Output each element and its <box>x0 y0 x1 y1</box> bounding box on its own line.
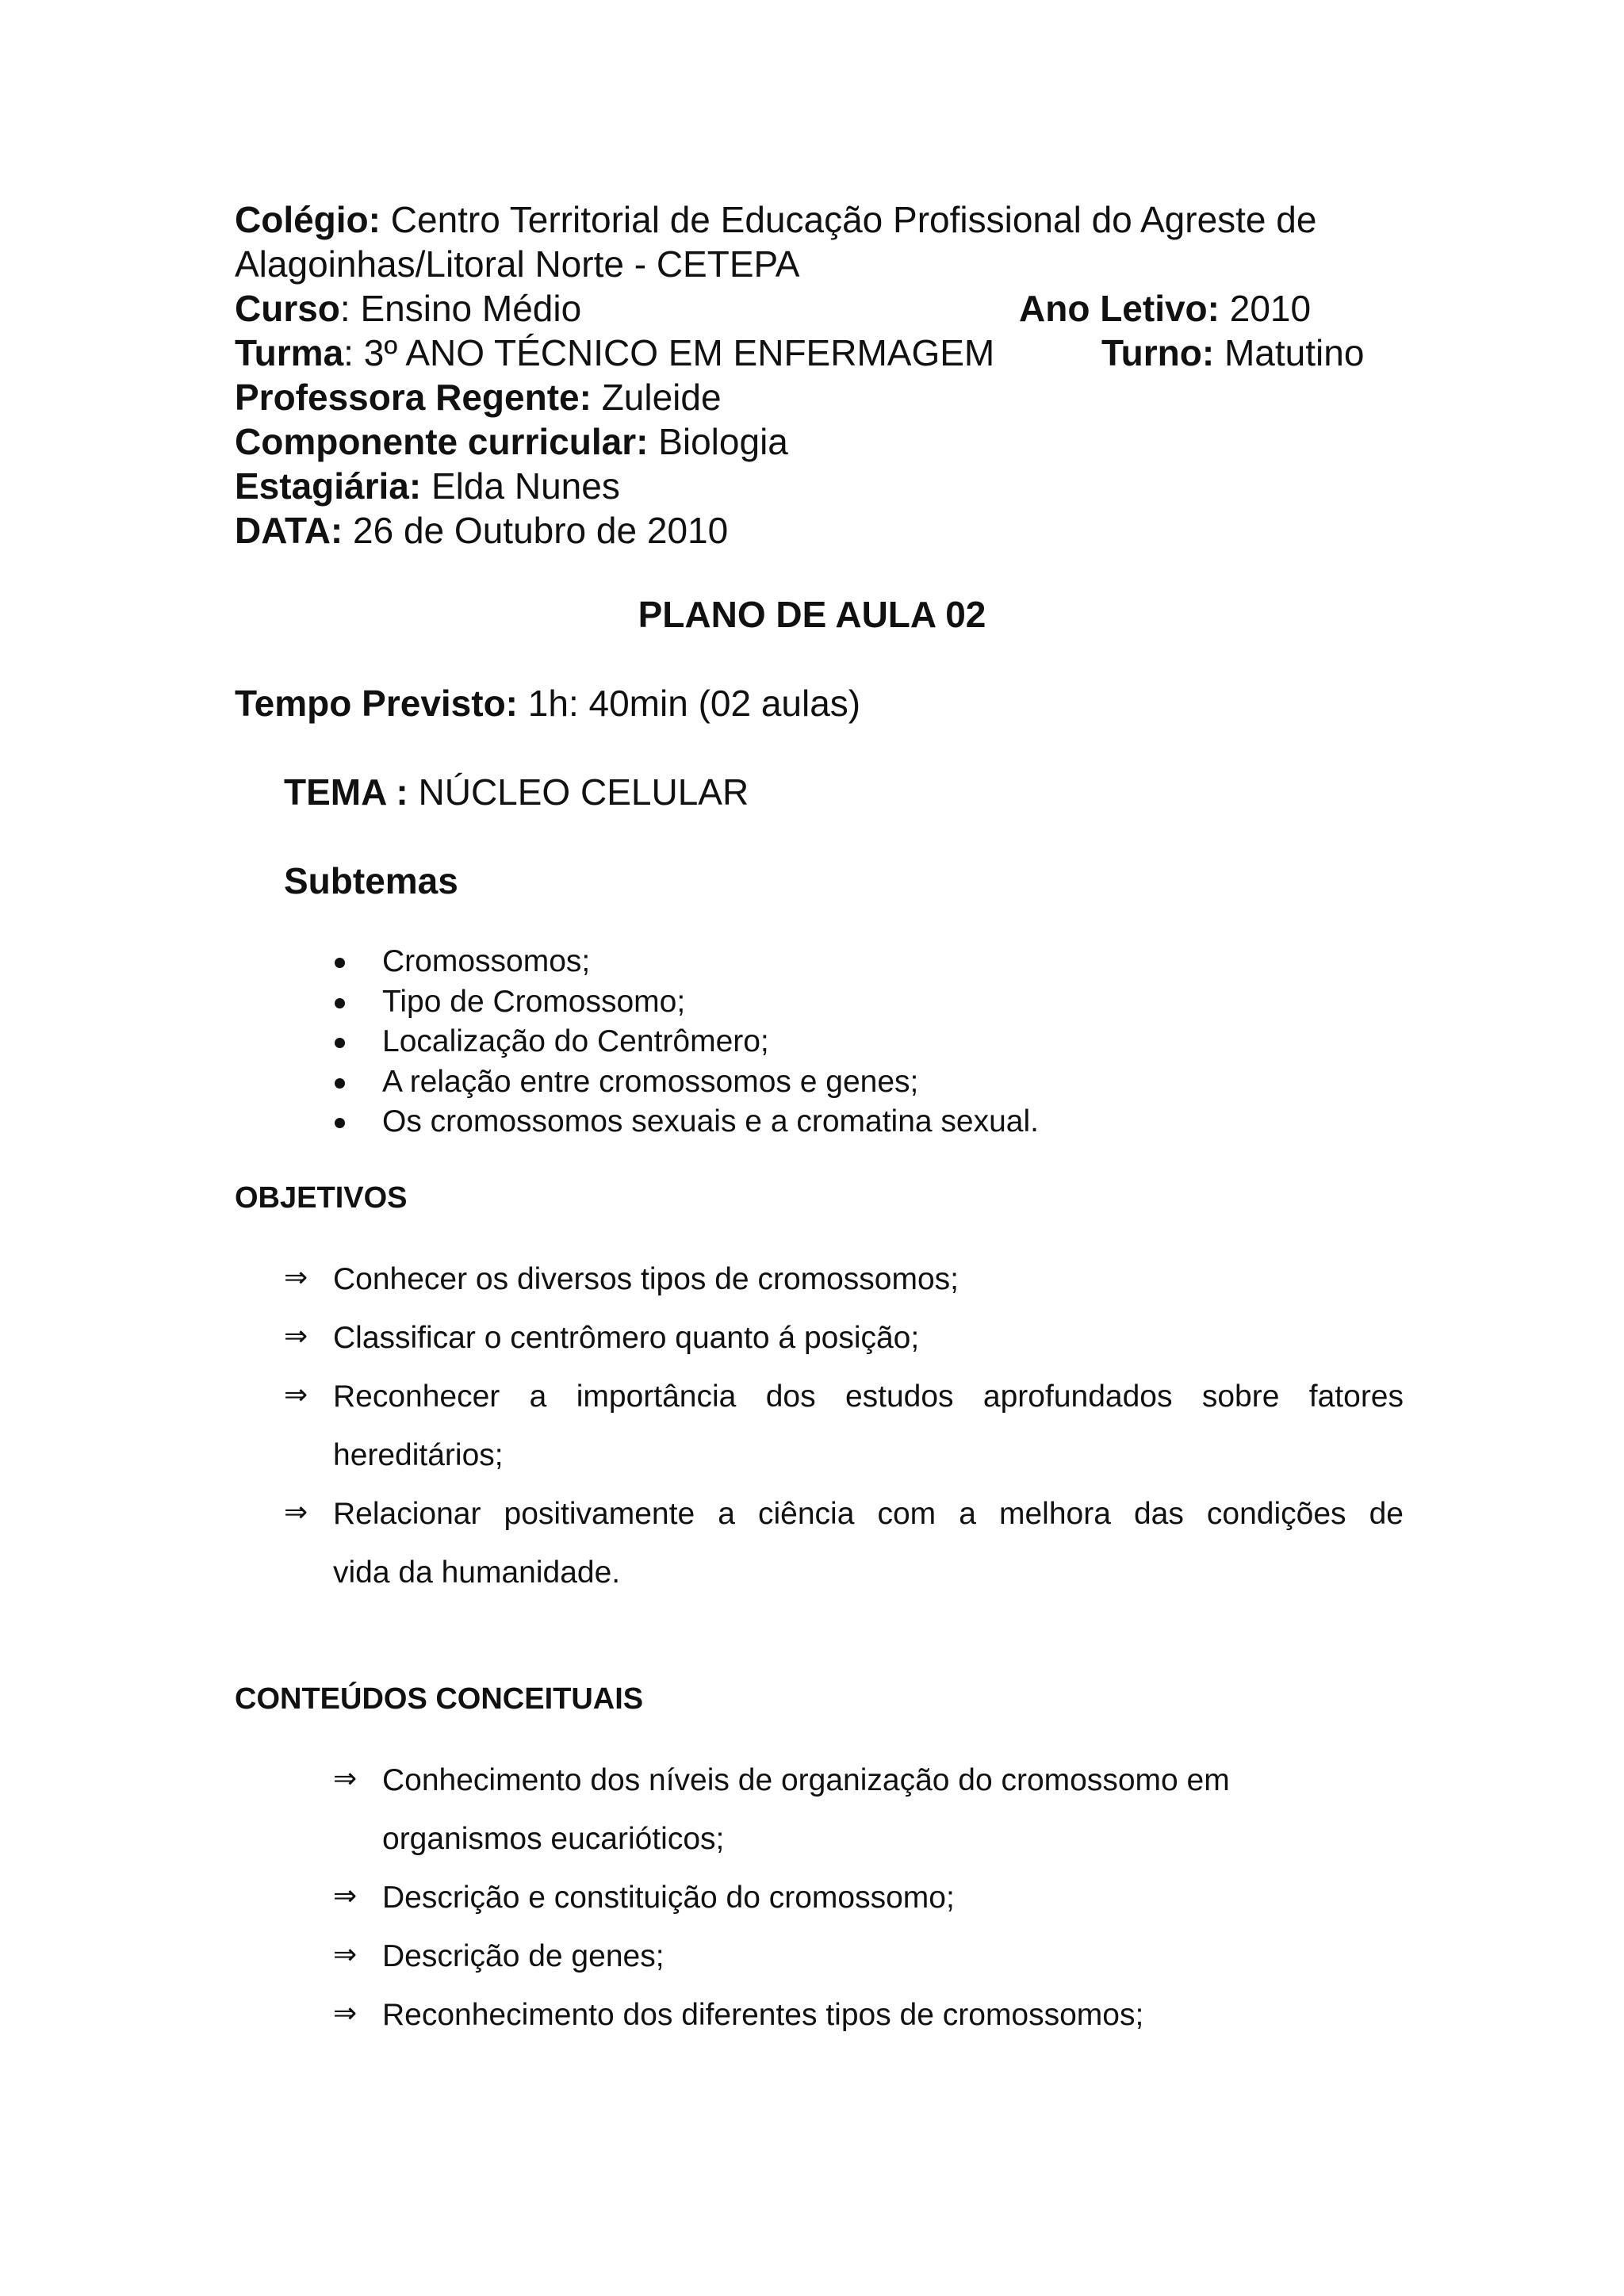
turma-label: Turma <box>235 332 344 373</box>
professora-line <box>235 377 722 418</box>
turno-value: Matutino <box>1214 332 1365 373</box>
estagiaria-label: Estagiária: <box>235 465 422 507</box>
implies-arrow-icon: ⇒ <box>333 1997 358 2030</box>
implies-arrow-icon: ⇒ <box>284 1379 308 1411</box>
data-label: DATA: <box>235 510 343 551</box>
bullet-icon <box>335 1038 345 1048</box>
bullet-icon <box>335 958 345 968</box>
list-item: Cromossomos; <box>331 942 1039 982</box>
subtemas-heading: Subtemas <box>284 860 458 901</box>
tema-label: TEMA : <box>284 771 408 813</box>
bullet-icon <box>335 998 345 1008</box>
professora-label: Professora Regente: <box>235 377 592 418</box>
estagiaria-value: Elda Nunes <box>421 465 620 507</box>
professora-value: Zuleide <box>591 377 722 418</box>
data-line <box>235 512 728 549</box>
tempo-label: Tempo Previsto: <box>235 683 518 724</box>
ano-letivo-label: Ano Letivo: <box>1019 288 1220 329</box>
bullet-icon <box>335 1078 345 1089</box>
tempo-value: 1h: 40min (02 aulas) <box>518 683 861 724</box>
colegio-label: Colégio: <box>235 199 381 240</box>
tema <box>284 771 749 813</box>
componente-label: Componente curricular: <box>235 421 649 462</box>
subtemas-list <box>331 942 1039 1142</box>
implies-arrow-icon: ⇒ <box>284 1320 308 1353</box>
estagiaria-line <box>235 465 620 507</box>
turma-line <box>235 332 995 373</box>
bullet-icon <box>335 1118 345 1128</box>
document-page: Colégio: Centro Territorial de Educação Profissional do Agreste de Alagoinhas/Litoral Norte - CETEPA Curso: Ensino Médio Ano Letivo: 2010 Turma: 3º ANO TÉCNICO EM ENFERMAGEM Turno: Matutino Professora Regente: Zuleide Componente curricular: Biologia Estagiária: Elda Nunes DATA: 26 de Outubro de 2010 PLANO DE AULA 02 Tempo Previsto: 1h: 40min (02 aulas) TEMA : NÚCLEO CELULAR Subtemas Cromossomos; Tipo de Cromossomo; Localização do Centrômero; A relação entre cromossomos e genes; Os cromossomos sexuais e a cromatina sexual. OBJETIVOS ⇒ Conhecer os diversos tipos de cromossomos; ⇒ Classificar o centrômero quanto á posição; ⇒ Reconhecer a importância dos estudos aprofundados sobre fatores hereditários; ⇒ Relacionar positivamente a ciência com a melhora das condições de vida da humanidade. CONTEÚDOS CONCEITUAIS ⇒ Conhecimento dos níveis de organização do cromossomo em organismos eucarióticos; ⇒ Descrição e constituição do cromossomo; ⇒ Descrição de genes; ⇒ Reconhecimento dos diferentes tipos de cromossomos; <box>0 0 1624 2296</box>
list-item: A relação entre cromossomos e genes; <box>331 1062 1039 1103</box>
colegio-line-2 <box>235 243 800 285</box>
implies-arrow-icon: ⇒ <box>284 1496 308 1529</box>
list-item: Tipo de Cromossomo; <box>331 982 1039 1023</box>
turno-label: Turno: <box>1101 332 1215 373</box>
implies-arrow-icon: ⇒ <box>333 1762 358 1795</box>
tema-value: NÚCLEO CELULAR <box>408 771 749 813</box>
objetivos-heading: OBJETIVOS <box>235 1181 408 1215</box>
ano-letivo <box>1019 290 1311 327</box>
conteudos-heading: CONTEÚDOS CONCEITUAIS <box>235 1682 644 1716</box>
list-item: Localização do Centrômero; <box>331 1022 1039 1062</box>
curso-value: : Ensino Médio <box>339 288 582 329</box>
tempo-previsto <box>235 683 861 724</box>
page-title: PLANO DE AULA 02 <box>638 594 986 635</box>
implies-arrow-icon: ⇒ <box>333 1880 358 1912</box>
implies-arrow-icon: ⇒ <box>284 1261 308 1294</box>
colegio-value: Centro Territorial de Educação Profissional do Agreste de <box>380 199 1317 240</box>
implies-arrow-icon: ⇒ <box>333 1938 358 1971</box>
componente-line <box>235 423 788 460</box>
list-item: Os cromossomos sexuais e a cromatina sexual. <box>331 1102 1039 1142</box>
componente-value: Biologia <box>648 421 788 462</box>
curso-label: Curso <box>235 288 340 329</box>
curso-line <box>235 290 581 327</box>
colegio-line <box>235 201 1316 238</box>
turma-value: : 3º ANO TÉCNICO EM ENFERMAGEM <box>343 332 995 373</box>
colegio-value-cont: Alagoinhas/Litoral Norte - CETEPA <box>235 243 800 285</box>
data-value: 26 de Outubro de 2010 <box>343 510 729 551</box>
turno <box>1101 332 1365 373</box>
ano-letivo-value: 2010 <box>1219 288 1312 329</box>
